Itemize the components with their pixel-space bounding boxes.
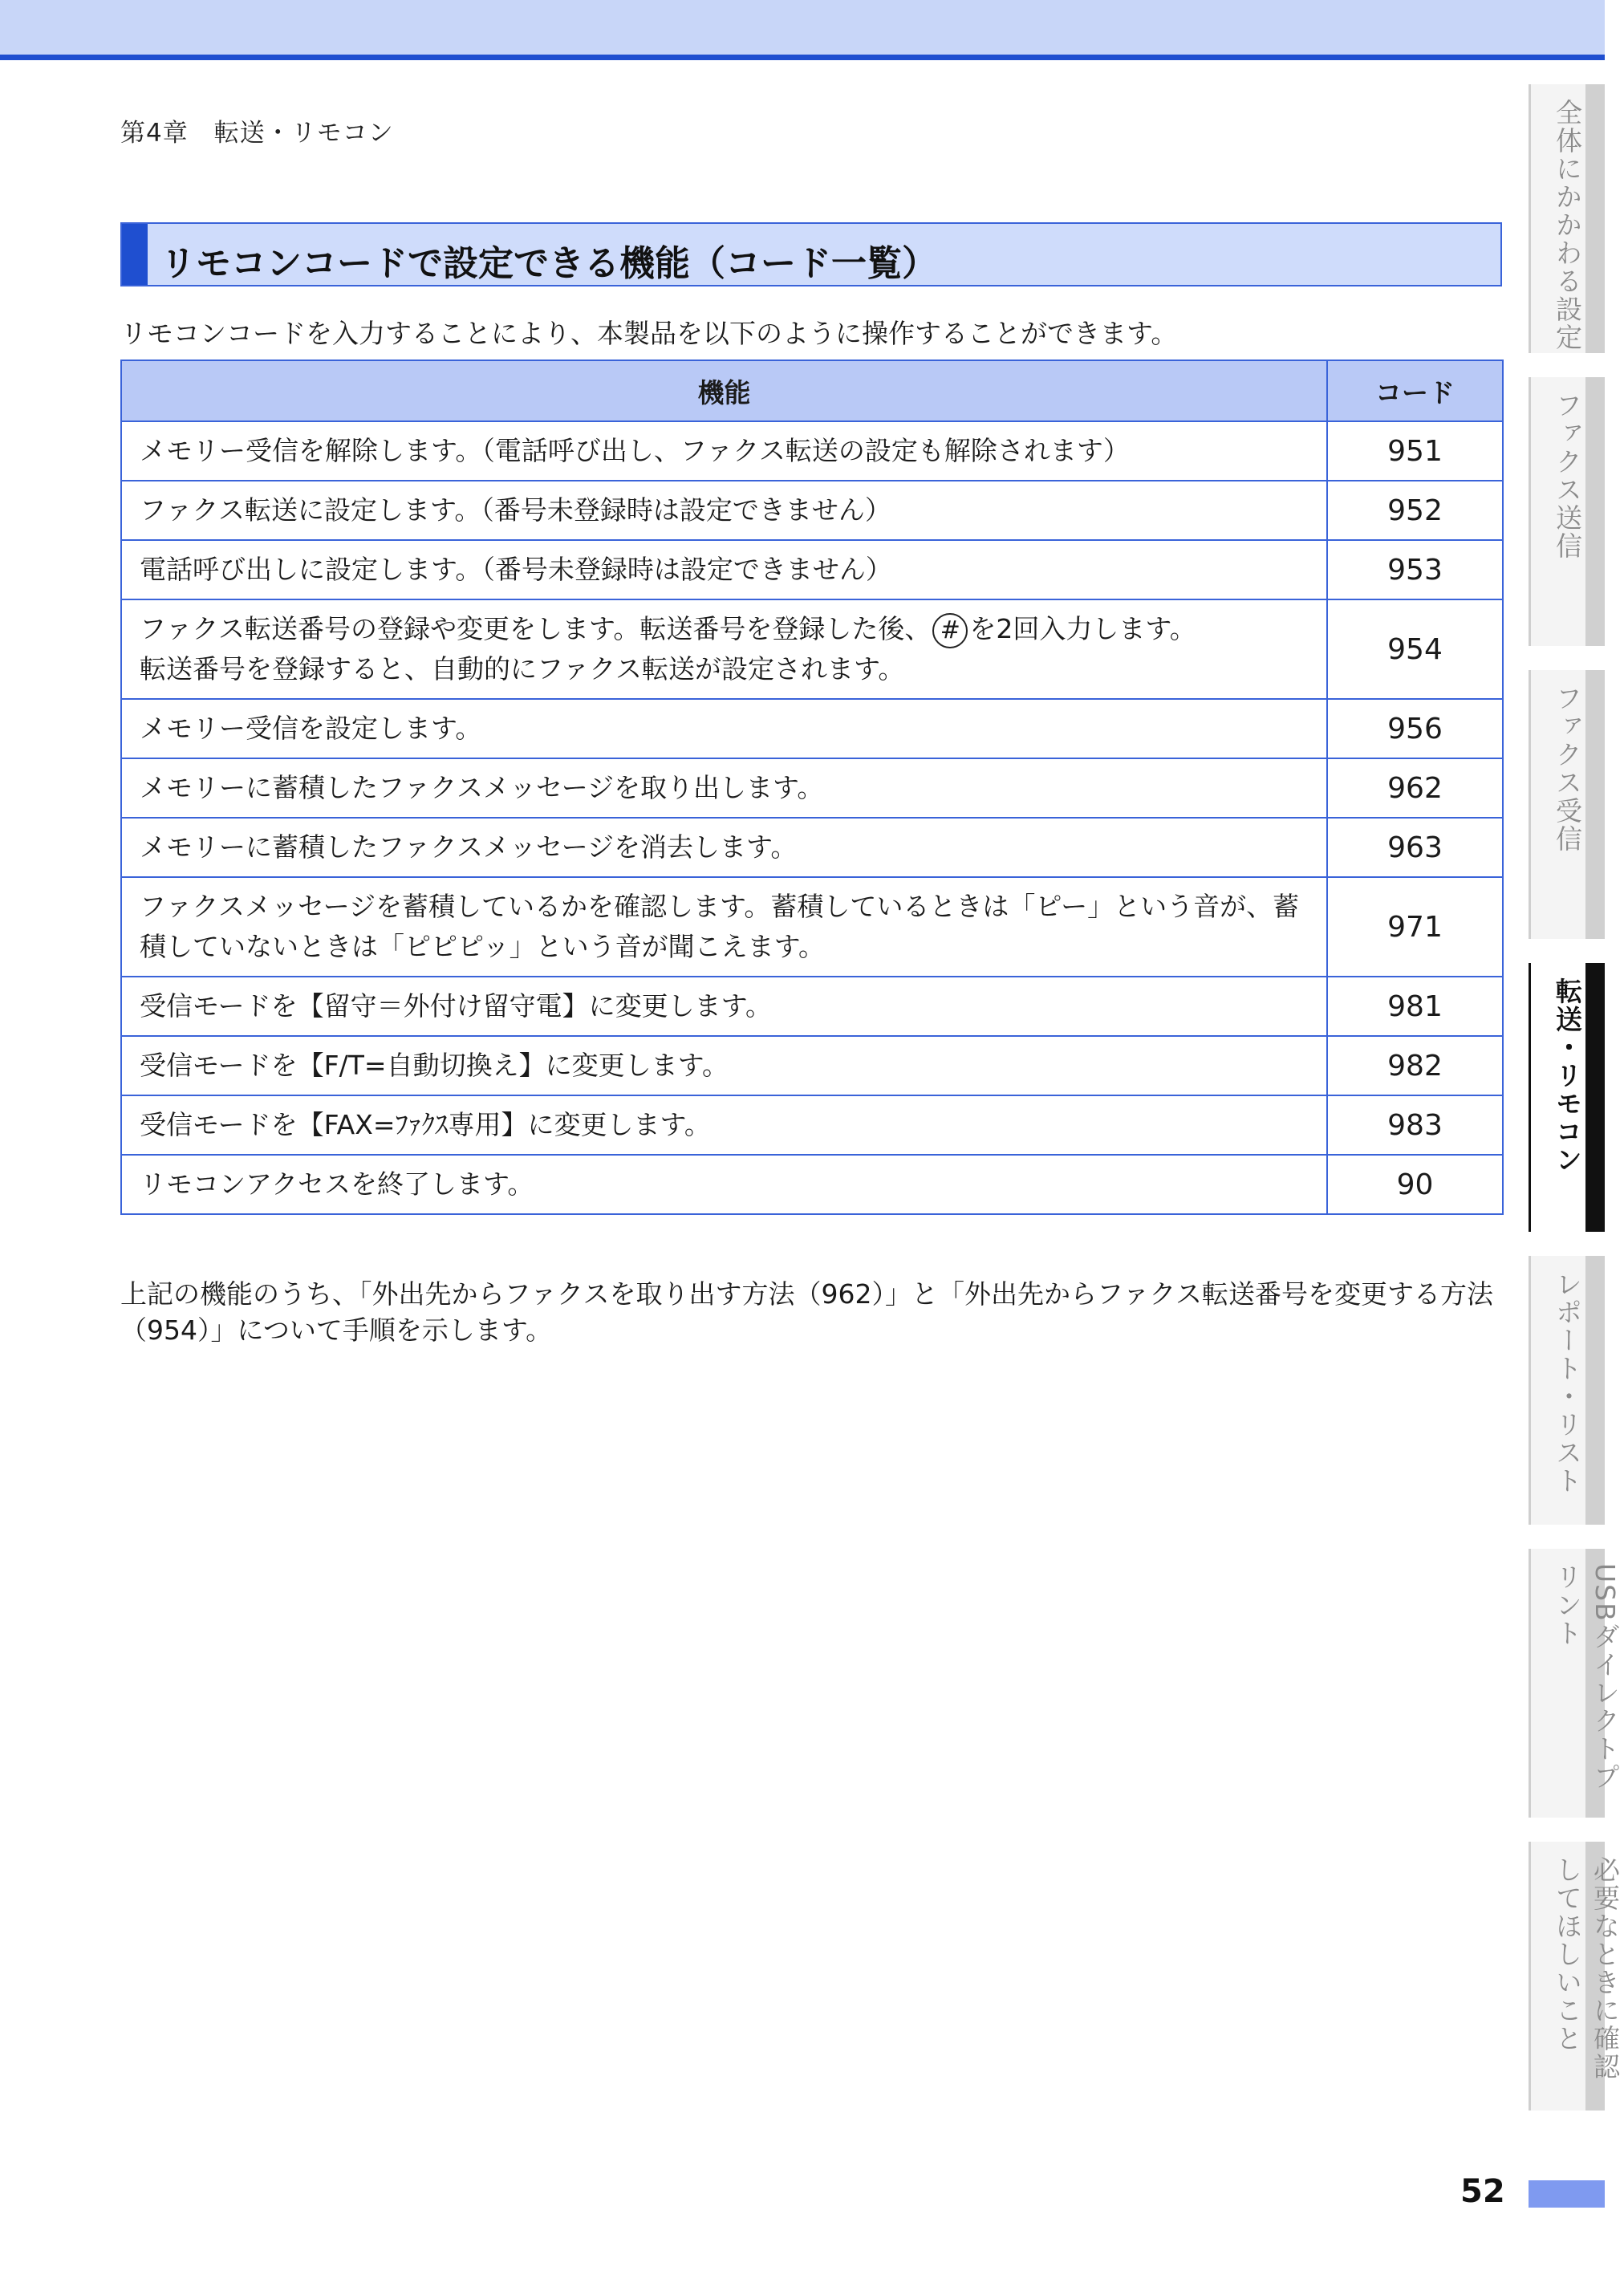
procedure-note: 上記の機能のうち、「外出先からファクスを取り出す方法（962）」と「外出先からファクス転送番号を変更する方法（954）」について手順を示します。: [120, 1278, 1494, 1346]
function-cell: 受信モードを【FAX=ﾌｧｸｽ専用】に変更します。: [121, 1095, 1327, 1155]
code-cell: 963: [1327, 818, 1503, 877]
tab-rail: [1585, 84, 1605, 353]
code-cell: 954: [1327, 599, 1503, 699]
top-rule: [0, 55, 1605, 60]
section-title: リモコンコードで設定できる機能（コード一覧）: [160, 243, 937, 284]
tab-report-list[interactable]: [1529, 1256, 1605, 1525]
code-cell: 982: [1327, 1036, 1503, 1095]
page-number-bar: [1529, 2180, 1605, 2208]
tab-troubleshooting[interactable]: [1529, 1842, 1621, 2111]
function-cell: 受信モードを【F/T=自動切換え】に変更します。: [121, 1036, 1327, 1095]
table-row: [121, 758, 1503, 818]
code-cell: 952: [1327, 481, 1503, 540]
table-row: [121, 877, 1503, 977]
function-cell: ファクス転送に設定します。（番号未登録時は設定できません）: [121, 481, 1327, 540]
table-row: [121, 699, 1503, 758]
code-cell: 90: [1327, 1155, 1503, 1214]
code-cell: 962: [1327, 758, 1503, 818]
table-row: [121, 1095, 1503, 1155]
table-header-row: [121, 360, 1503, 421]
hash-key-icon: #: [932, 613, 968, 648]
function-cell: [121, 599, 1327, 699]
tab-label: USBダイレクトプリント: [1552, 1563, 1621, 1791]
tab-label: 全体にかかわる設定: [1552, 99, 1583, 351]
tab-rail: [1585, 377, 1605, 646]
function-text: ファクス転送番号の登録や変更をします。転送番号を登録した後、: [140, 613, 932, 644]
tab-general-settings[interactable]: [1529, 84, 1605, 353]
table-row: [121, 1036, 1503, 1095]
tab-fax-send[interactable]: [1529, 377, 1605, 646]
table-row: [121, 599, 1503, 699]
function-cell: 電話呼び出しに設定します。（番号未登録時は設定できません）: [121, 540, 1327, 599]
function-text: 転送番号を登録すると、自動的にファクス転送が設定されます。: [140, 653, 905, 685]
function-text: を2回入力します。: [969, 613, 1196, 644]
remote-code-table: [120, 360, 1504, 1215]
tab-label: ファクス受信: [1552, 685, 1583, 853]
heading-marker: [122, 224, 148, 285]
column-header-function: 機能: [121, 360, 1327, 421]
table-row: [121, 421, 1503, 481]
tab-rail: [1585, 1256, 1605, 1525]
tab-usb-direct-print[interactable]: [1529, 1549, 1621, 1818]
function-cell: リモコンアクセスを終了します。: [121, 1155, 1327, 1214]
column-header-code: コード: [1327, 360, 1503, 421]
function-cell: メモリー受信を解除します。（電話呼び出し、ファクス転送の設定も解除されます）: [121, 421, 1327, 481]
tab-rail: [1585, 670, 1605, 939]
code-cell: 951: [1327, 421, 1503, 481]
tab-label: 転送・リモコン: [1552, 977, 1583, 1174]
top-band: [0, 0, 1605, 56]
tab-label: 必要なときに確認してほしいこと: [1552, 1856, 1621, 2081]
table-row: [121, 977, 1503, 1036]
code-cell: 983: [1327, 1095, 1503, 1155]
page-number: 52: [1460, 2173, 1505, 2210]
code-cell: 971: [1327, 877, 1503, 977]
function-cell: メモリーに蓄積したファクスメッセージを消去します。: [121, 818, 1327, 877]
intro-text: リモコンコードを入力することにより、本製品を以下のように操作することができます。: [120, 318, 1178, 349]
tab-rail: [1585, 963, 1605, 1232]
function-cell: 受信モードを【留守＝外付け留守電】に変更します。: [121, 977, 1327, 1036]
tab-label: ファクス送信: [1552, 392, 1583, 560]
function-cell: ファクスメッセージを蓄積しているかを確認します。蓄積しているときは「ピー」という音が、蓄積していないときは「ピピピッ」という音が聞こえます。: [121, 877, 1327, 977]
tab-forward-remote[interactable]: [1529, 963, 1605, 1232]
function-cell: メモリーに蓄積したファクスメッセージを取り出します。: [121, 758, 1327, 818]
tab-fax-receive[interactable]: [1529, 670, 1605, 939]
code-cell: 953: [1327, 540, 1503, 599]
table-row: [121, 1155, 1503, 1214]
code-cell: 956: [1327, 699, 1503, 758]
function-cell: メモリー受信を設定します。: [121, 699, 1327, 758]
code-cell: 981: [1327, 977, 1503, 1036]
chapter-breadcrumb: 第4章 転送・リモコン: [120, 119, 394, 148]
table-row: [121, 481, 1503, 540]
table-row: [121, 540, 1503, 599]
table-row: [121, 818, 1503, 877]
tab-label: レポート・リスト: [1552, 1270, 1583, 1495]
section-heading: [120, 222, 1502, 286]
